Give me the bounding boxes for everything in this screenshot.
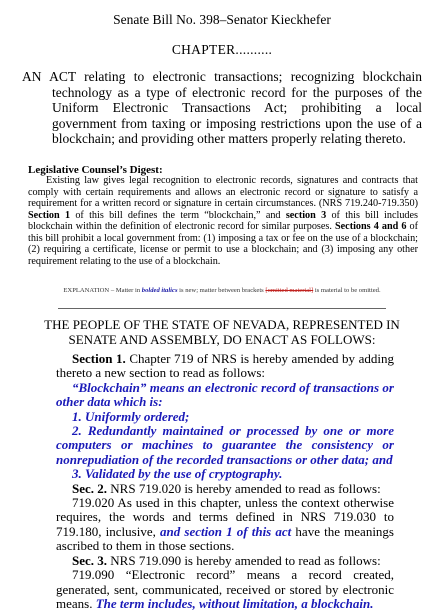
divider <box>58 308 386 309</box>
definition-item-2: 2. Redundantly maintained or processed by one or more computers or machines to guarantee the consistency or nonrepudiation of the recorded transactions or other data; and <box>56 423 394 467</box>
digest-heading: Legislative Counsel’s Digest: <box>28 164 163 176</box>
nrs-719-090: 719.090 “Electronic record” means a record created, generated, sent, communicated, received or stored by electronic means. The term includes, without limitation, a blockchain. <box>56 567 394 611</box>
enacting-clause: THE PEOPLE OF THE STATE OF NEVADA, REPRESENTED IN SENATE AND ASSEMBLY, DO ENACT AS FOLLOWS: <box>44 317 400 347</box>
chapter-heading: CHAPTER.......... <box>171 42 273 57</box>
section-3: Sec. 3. NRS 719.090 is hereby amended to read as follows: <box>72 552 381 568</box>
act-description <box>22 69 422 147</box>
bill-body <box>56 352 394 611</box>
digest-text: Existing law gives legal recognition to electronic records, signatures and contracts that comply with certain requirements and allows an electronic record or signature to satisfy a requirement for a written record or signature in certain circumstances. (NRS 719.240-719.350) Section 1 of this bill defines the term “blockchain,” and section 3 of this bill includes blockchain within the definition of electronic record for similar purposes. Sections 4 and 6 of this bill prohibit a local government from: (1) imposing a tax or fee on the use of a blockchain; (2) requiring a certificate, license or permit to use a blockchain; and (3) imposing any other requirement relating to the use of a blockchain. <box>28 175 418 267</box>
definition-item-3: 3. Validated by the use of cryptography. <box>72 466 283 482</box>
explanation-note: EXPLANATION – Matter in bolded italics is new; matter between brackets [omitted material] is material to be omitted. <box>63 287 381 294</box>
section-2: Sec. 2. NRS 719.020 is hereby amended to read as follows: <box>72 480 381 496</box>
digest-section-1: Section 1 <box>28 209 71 221</box>
nrs-719-020: 719.020 As used in this chapter, unless the context otherwise requires, the words and terms defined in NRS 719.030 to 719.180, inclusive, and section 1 of this act have the meanings ascribed to them in those sections. <box>56 495 394 554</box>
digest-sections-4-6: Sections 4 and 6 <box>334 221 407 232</box>
digest-section-3: section 3 <box>285 209 327 221</box>
blockchain-definition: “Blockchain” means an electronic record of transactions or other data which is: <box>56 379 394 410</box>
definition-item-1: 1. Uniformly ordered; <box>72 408 190 424</box>
bill-title: Senate Bill No. 398–Senator Kieckhefer <box>113 12 331 27</box>
section-1: Section 1. Chapter 719 of NRS is hereby amended by adding thereto a new section to read as follows: <box>56 351 394 381</box>
act-text: AN ACT relating to electronic transactions; recognizing blockchain technology as a type of electronic record for the purposes of the Uniform Electronic Transactions Act; prohibiting a local government from taxing or imposing restrictions upon the use of a blockchain; and providing other matters properly relating thereto. <box>22 69 422 147</box>
